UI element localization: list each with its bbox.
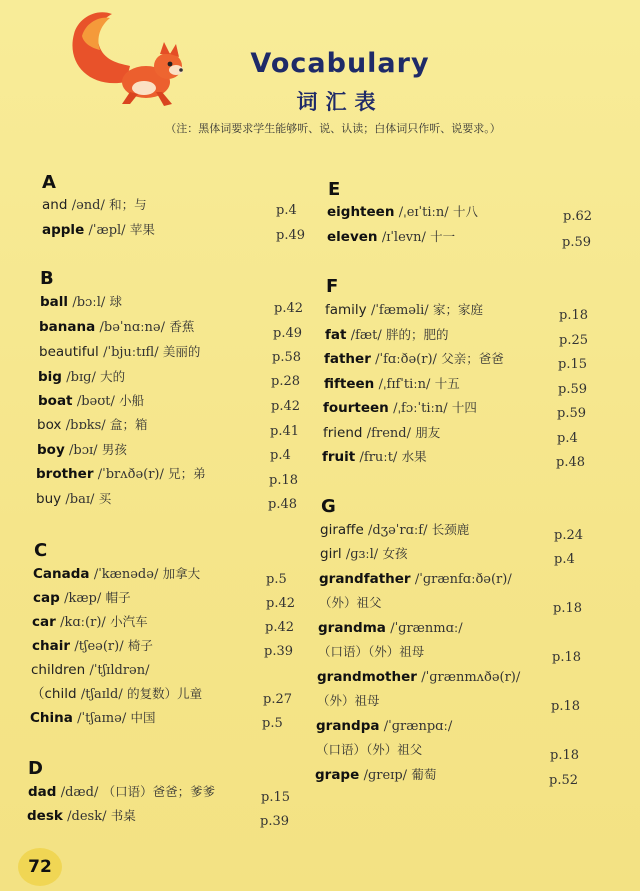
page-number: 72 [18, 848, 62, 886]
vocab-entry [32, 637, 153, 656]
vocab-entry [315, 766, 436, 785]
entry-meaning: 长颈鹿 [431, 522, 470, 537]
entry-page-ref: p.15 [261, 790, 290, 805]
entry-page-ref: p.25 [559, 333, 588, 348]
entry-phonetic: /ˈkænədə/ [93, 567, 159, 582]
vocab-entry [38, 392, 144, 411]
entry-phonetic: /ˈɡrænmʌðə(r)/ [421, 670, 521, 685]
entry-meaning: 家；家庭 [432, 302, 483, 317]
entry-page-ref: p.18 [551, 699, 580, 714]
entry-phonetic: /ˈbjuːtɪfl/ [103, 345, 159, 360]
entry-word: beautiful [39, 344, 99, 360]
vocab-entry [33, 589, 131, 608]
vocab-entry [31, 661, 149, 680]
vocab-entry [28, 783, 215, 802]
entry-meaning: 女孩 [382, 546, 408, 561]
entry-page-ref: p.18 [553, 601, 582, 616]
entry-phonetic: /fæt/ [350, 328, 382, 343]
entry-phonetic: /bəʊt/ [76, 394, 115, 409]
entry-phonetic: /dʒəˈrɑːf/ [368, 523, 428, 538]
vocab-entry [39, 343, 200, 362]
vocab-entry [316, 717, 452, 736]
entry-meaning: 和；与 [109, 197, 147, 212]
entry-word: brother [36, 466, 94, 482]
entry-meaning: 大的 [100, 369, 126, 384]
entry-word: big [38, 369, 62, 385]
entry-meaning: （外）祖父 [319, 595, 382, 610]
vocab-entry [37, 441, 127, 460]
entry-page-ref: p.49 [273, 326, 302, 341]
entry-page-ref: p.4 [276, 203, 297, 218]
entry-page-ref: p.18 [552, 650, 581, 665]
entry-page-ref: p.27 [263, 692, 292, 707]
vocab-entry [322, 448, 427, 467]
entry-phonetic: /kɑː(r)/ [60, 615, 106, 630]
entry-page-ref: p.49 [276, 228, 305, 243]
entry-word: grandmother [317, 669, 417, 685]
entry-word: girl [320, 546, 342, 562]
entry-meaning: 葡萄 [411, 767, 437, 782]
entry-word: father [324, 351, 371, 367]
vocab-entry [317, 668, 520, 687]
entry-word: friend [323, 425, 363, 441]
entry-page-ref: p.42 [274, 301, 303, 316]
vocab-entry [327, 203, 478, 222]
section-letter-c: C [34, 540, 48, 561]
entry-page-ref: p.52 [549, 773, 578, 788]
entry-word: grandfather [319, 571, 411, 587]
entry-page-ref: p.4 [270, 448, 291, 463]
entry-word: boy [37, 442, 65, 458]
entry-word: and [42, 197, 68, 213]
entry-phonetic: /desk/ [67, 809, 107, 824]
vocab-entry [327, 228, 455, 247]
entry-meaning: 胖的；肥的 [386, 327, 449, 342]
entry-phonetic: /ˈæpl/ [88, 223, 126, 238]
entry-meaning: 朋友 [415, 425, 441, 440]
vocab-entry [36, 465, 206, 484]
entry-phonetic: /dæd/ [60, 785, 99, 800]
entry-word: cap [33, 590, 60, 606]
vocab-entry [324, 375, 460, 394]
entry-phonetic: /bɔːl/ [72, 295, 106, 310]
entry-meaning: 苹果 [129, 222, 155, 237]
entry-phonetic: /ˈtʃɪldrən/ [89, 663, 150, 678]
entry-meaning: 香蕉 [169, 319, 195, 334]
entry-word: （child [31, 686, 77, 702]
vocab-entry [32, 613, 148, 632]
entry-word: buy [36, 491, 62, 507]
entry-page-ref: p.42 [266, 596, 295, 611]
vocab-entry [319, 570, 512, 589]
entry-page-ref: p.18 [559, 308, 588, 323]
vocab-entry [325, 326, 449, 345]
entry-meaning: 十八 [452, 204, 478, 219]
vocab-entry [316, 741, 422, 759]
entry-phonetic: /ˌeɪˈtiːn/ [398, 205, 449, 220]
entry-word: Canada [33, 566, 90, 582]
entry-page-ref: p.4 [557, 431, 578, 446]
section-letter-b: B [40, 268, 54, 289]
entry-meaning: 十一 [430, 229, 456, 244]
section-letter-d: D [28, 758, 43, 779]
entry-meaning: （外）祖母 [317, 693, 380, 708]
entry-phonetic: /ˌfɪfˈtiːn/ [378, 377, 431, 392]
entry-phonetic: /ˈtʃaɪnə/ [77, 711, 127, 726]
vocab-entry [323, 424, 440, 443]
entry-phonetic: /ˈfæməli/ [370, 303, 429, 318]
entry-meaning: 球 [109, 294, 123, 309]
entry-meaning: 加拿大 [162, 566, 201, 581]
vocab-entry [320, 545, 407, 564]
entry-phonetic: /tʃaɪld/ [80, 687, 123, 702]
entry-word: ball [40, 294, 69, 310]
entry-phonetic: /ˈɡrænfɑːðə(r)/ [414, 572, 512, 587]
vocab-entry [27, 807, 136, 826]
entry-phonetic: /ˌfɔːˈtiːn/ [393, 401, 448, 416]
vocab-entry [40, 293, 122, 312]
vocab-entry [323, 399, 477, 418]
entry-meaning: 水果 [401, 449, 427, 464]
usage-note: （注：黑体词要求学生能够听、说、认读；白体词只作听、说要求。） [165, 122, 501, 135]
entry-word: banana [39, 319, 96, 335]
entry-page-ref: p.48 [556, 455, 585, 470]
entry-meaning: 中国 [130, 710, 156, 725]
vocab-entry [317, 692, 380, 710]
entry-page-ref: p.42 [265, 620, 294, 635]
entry-word: grandpa [316, 718, 380, 734]
vocab-entry [36, 490, 111, 509]
entry-meaning: 美丽的 [162, 344, 201, 359]
entry-word: grape [315, 767, 360, 783]
entry-page-ref: p.42 [271, 399, 300, 414]
entry-page-ref: p.39 [260, 814, 289, 829]
entry-meaning: 兄；弟 [168, 466, 206, 481]
vocab-entry [31, 685, 202, 704]
entry-page-ref: p.28 [271, 374, 300, 389]
entry-phonetic: /ˈbrʌðə(r)/ [97, 467, 164, 482]
entry-meaning: 十四 [451, 400, 477, 415]
entry-phonetic: /ənd/ [71, 198, 105, 213]
page-title: Vocabulary [250, 48, 430, 79]
entry-meaning: 小汽车 [110, 614, 148, 629]
entry-meaning: 的复数）儿童 [127, 686, 203, 701]
entry-meaning: 椅子 [127, 638, 153, 653]
section-letter-g: G [321, 496, 336, 517]
entry-word: fourteen [323, 400, 389, 416]
entry-page-ref: p.59 [557, 406, 586, 421]
vocab-entry [319, 594, 382, 612]
entry-page-ref: p.24 [554, 528, 583, 543]
vocab-entry [37, 416, 147, 435]
entry-phonetic: /ˈɡrænmɑː/ [390, 621, 463, 636]
entry-phonetic: /bəˈnɑːnə/ [99, 320, 166, 335]
entry-word: eleven [327, 229, 378, 245]
entry-word: family [325, 302, 367, 318]
entry-word: apple [42, 222, 85, 238]
vocab-entry [325, 301, 483, 320]
entry-page-ref: p.48 [268, 497, 297, 512]
entry-word: eighteen [327, 204, 395, 220]
entry-page-ref: p.15 [558, 357, 587, 372]
section-letter-a: A [42, 172, 56, 193]
entry-phonetic: /baɪ/ [65, 492, 95, 507]
entry-page-ref: p.18 [550, 748, 579, 763]
vocab-entry [42, 196, 147, 215]
entry-meaning: （口语）爸爸；爹爹 [102, 784, 216, 799]
entry-phonetic: /ˈɡrænpɑː/ [383, 719, 453, 734]
entry-word: fat [325, 327, 347, 343]
entry-page-ref: p.58 [272, 350, 301, 365]
entry-phonetic: /frend/ [366, 426, 411, 441]
vocab-entry [33, 565, 200, 584]
squirrel-illustration [60, 4, 190, 114]
entry-meaning: 父亲；爸爸 [441, 351, 504, 366]
entry-phonetic: /ɪˈlevn/ [381, 230, 426, 245]
vocab-entry [42, 221, 155, 240]
entry-word: desk [27, 808, 63, 824]
entry-phonetic: /ɡɜːl/ [345, 547, 379, 562]
entry-phonetic: /tʃeə(r)/ [74, 639, 124, 654]
entry-page-ref: p.39 [264, 644, 293, 659]
entry-word: giraffe [320, 522, 364, 538]
entry-meaning: 帽子 [105, 590, 131, 605]
entry-page-ref: p.5 [262, 716, 283, 731]
entry-page-ref: p.59 [562, 235, 591, 250]
entry-phonetic: /bɔɪ/ [69, 443, 98, 458]
entry-phonetic: /bɪɡ/ [66, 370, 96, 385]
entry-meaning: （口语）（外）祖父 [316, 742, 423, 757]
entry-page-ref: p.59 [558, 382, 587, 397]
vocab-entry [324, 350, 504, 369]
entry-page-ref: p.18 [269, 473, 298, 488]
vocab-entry [320, 521, 469, 540]
section-letter-f: F [326, 276, 339, 297]
entry-phonetic: /ɡreɪp/ [363, 768, 408, 783]
page-subtitle: 词汇表 [296, 89, 384, 114]
entry-word: dad [28, 784, 57, 800]
entry-meaning: 十五 [434, 376, 460, 391]
vocab-entry [318, 619, 463, 638]
vocab-entry [38, 368, 125, 387]
entry-phonetic: /kæp/ [64, 591, 102, 606]
entry-meaning: 小船 [119, 393, 145, 408]
entry-word: car [32, 614, 56, 630]
entry-page-ref: p.5 [266, 572, 287, 587]
entry-word: children [31, 662, 86, 678]
entry-word: boat [38, 393, 73, 409]
entry-word: grandma [318, 620, 386, 636]
vocab-entry [30, 709, 156, 728]
entry-phonetic: /ˈfɑːðə(r)/ [375, 352, 437, 367]
entry-meaning: 盒；箱 [109, 417, 148, 432]
entry-word: box [37, 417, 62, 433]
entry-meaning: 买 [98, 491, 112, 506]
entry-page-ref: p.62 [563, 209, 592, 224]
entry-page-ref: p.4 [554, 552, 575, 567]
vocab-entry [318, 643, 424, 661]
entry-meaning: 书桌 [110, 808, 136, 823]
section-letter-e: E [328, 179, 341, 200]
entry-phonetic: /fruːt/ [359, 450, 398, 465]
entry-word: China [30, 710, 73, 726]
entry-page-ref: p.41 [270, 424, 299, 439]
vocab-entry [39, 318, 194, 337]
entry-phonetic: /bɒks/ [65, 418, 106, 433]
entry-word: chair [32, 638, 71, 654]
entry-word: fifteen [324, 376, 375, 392]
entry-word: fruit [322, 449, 356, 465]
entry-meaning: 男孩 [101, 442, 127, 457]
entry-meaning: （口语）（外）祖母 [318, 644, 425, 659]
